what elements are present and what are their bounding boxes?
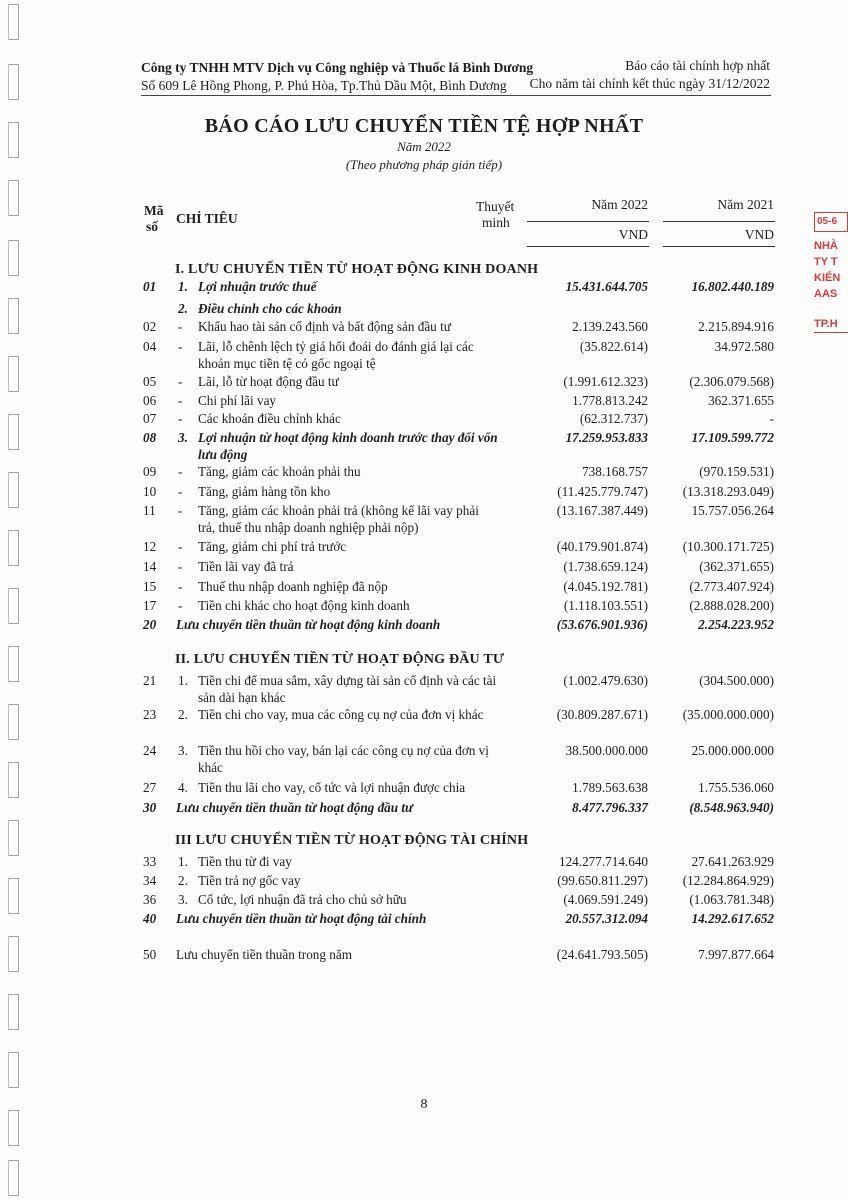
document-title: BÁO CÁO LƯU CHUYỂN TIỀN TỆ HỢP NHẤT — [204, 115, 644, 137]
col-year-2021: Năm 2021 — [717, 197, 774, 212]
page-number: 8 — [420, 1097, 428, 1112]
section-financing: III LƯU CHUYỂN TIỀN TỪ HOẠT ĐỘNG TÀI CHÍNH — [175, 833, 529, 848]
red-stamp: 05-6 NHÀ TY T KIỂN AAS TP.H — [814, 212, 848, 333]
binder-rings — [0, 0, 40, 1200]
header-rule-2021 — [663, 221, 775, 222]
header-rule-2022 — [527, 221, 649, 222]
report-name: Báo cáo tài chính hợp nhất — [625, 58, 770, 73]
col-unit-2022: VND — [618, 227, 648, 242]
col-unit-2021: VND — [744, 227, 774, 242]
report-period: Cho năm tài chính kết thúc ngày 31/12/2022 — [529, 76, 770, 91]
col-code-2: số — [146, 219, 159, 234]
col-note-1: Thuyết — [476, 199, 515, 214]
col-note-2: minh — [482, 215, 510, 230]
company-address: Số 609 Lê Hồng Phong, P. Phú Hòa, Tp.Thủ Dầu Một, Bình Dương — [141, 78, 507, 93]
company-header — [141, 59, 533, 95]
col-code-1: Mã — [144, 203, 164, 218]
header-divider — [141, 95, 771, 96]
unit-rule-2022 — [527, 246, 649, 247]
report-year: Năm 2022 — [397, 139, 451, 154]
col-item: CHỈ TIÊU — [176, 211, 238, 226]
unit-rule-2021 — [663, 246, 775, 247]
col-year-2022: Năm 2022 — [591, 197, 648, 212]
section-investing: II. LƯU CHUYỂN TIỀN TỪ HOẠT ĐỘNG ĐẦU TƯ — [175, 652, 505, 667]
report-header — [530, 57, 770, 93]
report-method: (Theo phương pháp gián tiếp) — [345, 157, 503, 172]
company-name: Công ty TNHH MTV Dịch vụ Công nghiệp và Thuốc lá Bình Dương — [141, 60, 534, 75]
section-operating: I. LƯU CHUYỂN TIỀN TỪ HOẠT ĐỘNG KINH DOANH — [175, 262, 539, 277]
